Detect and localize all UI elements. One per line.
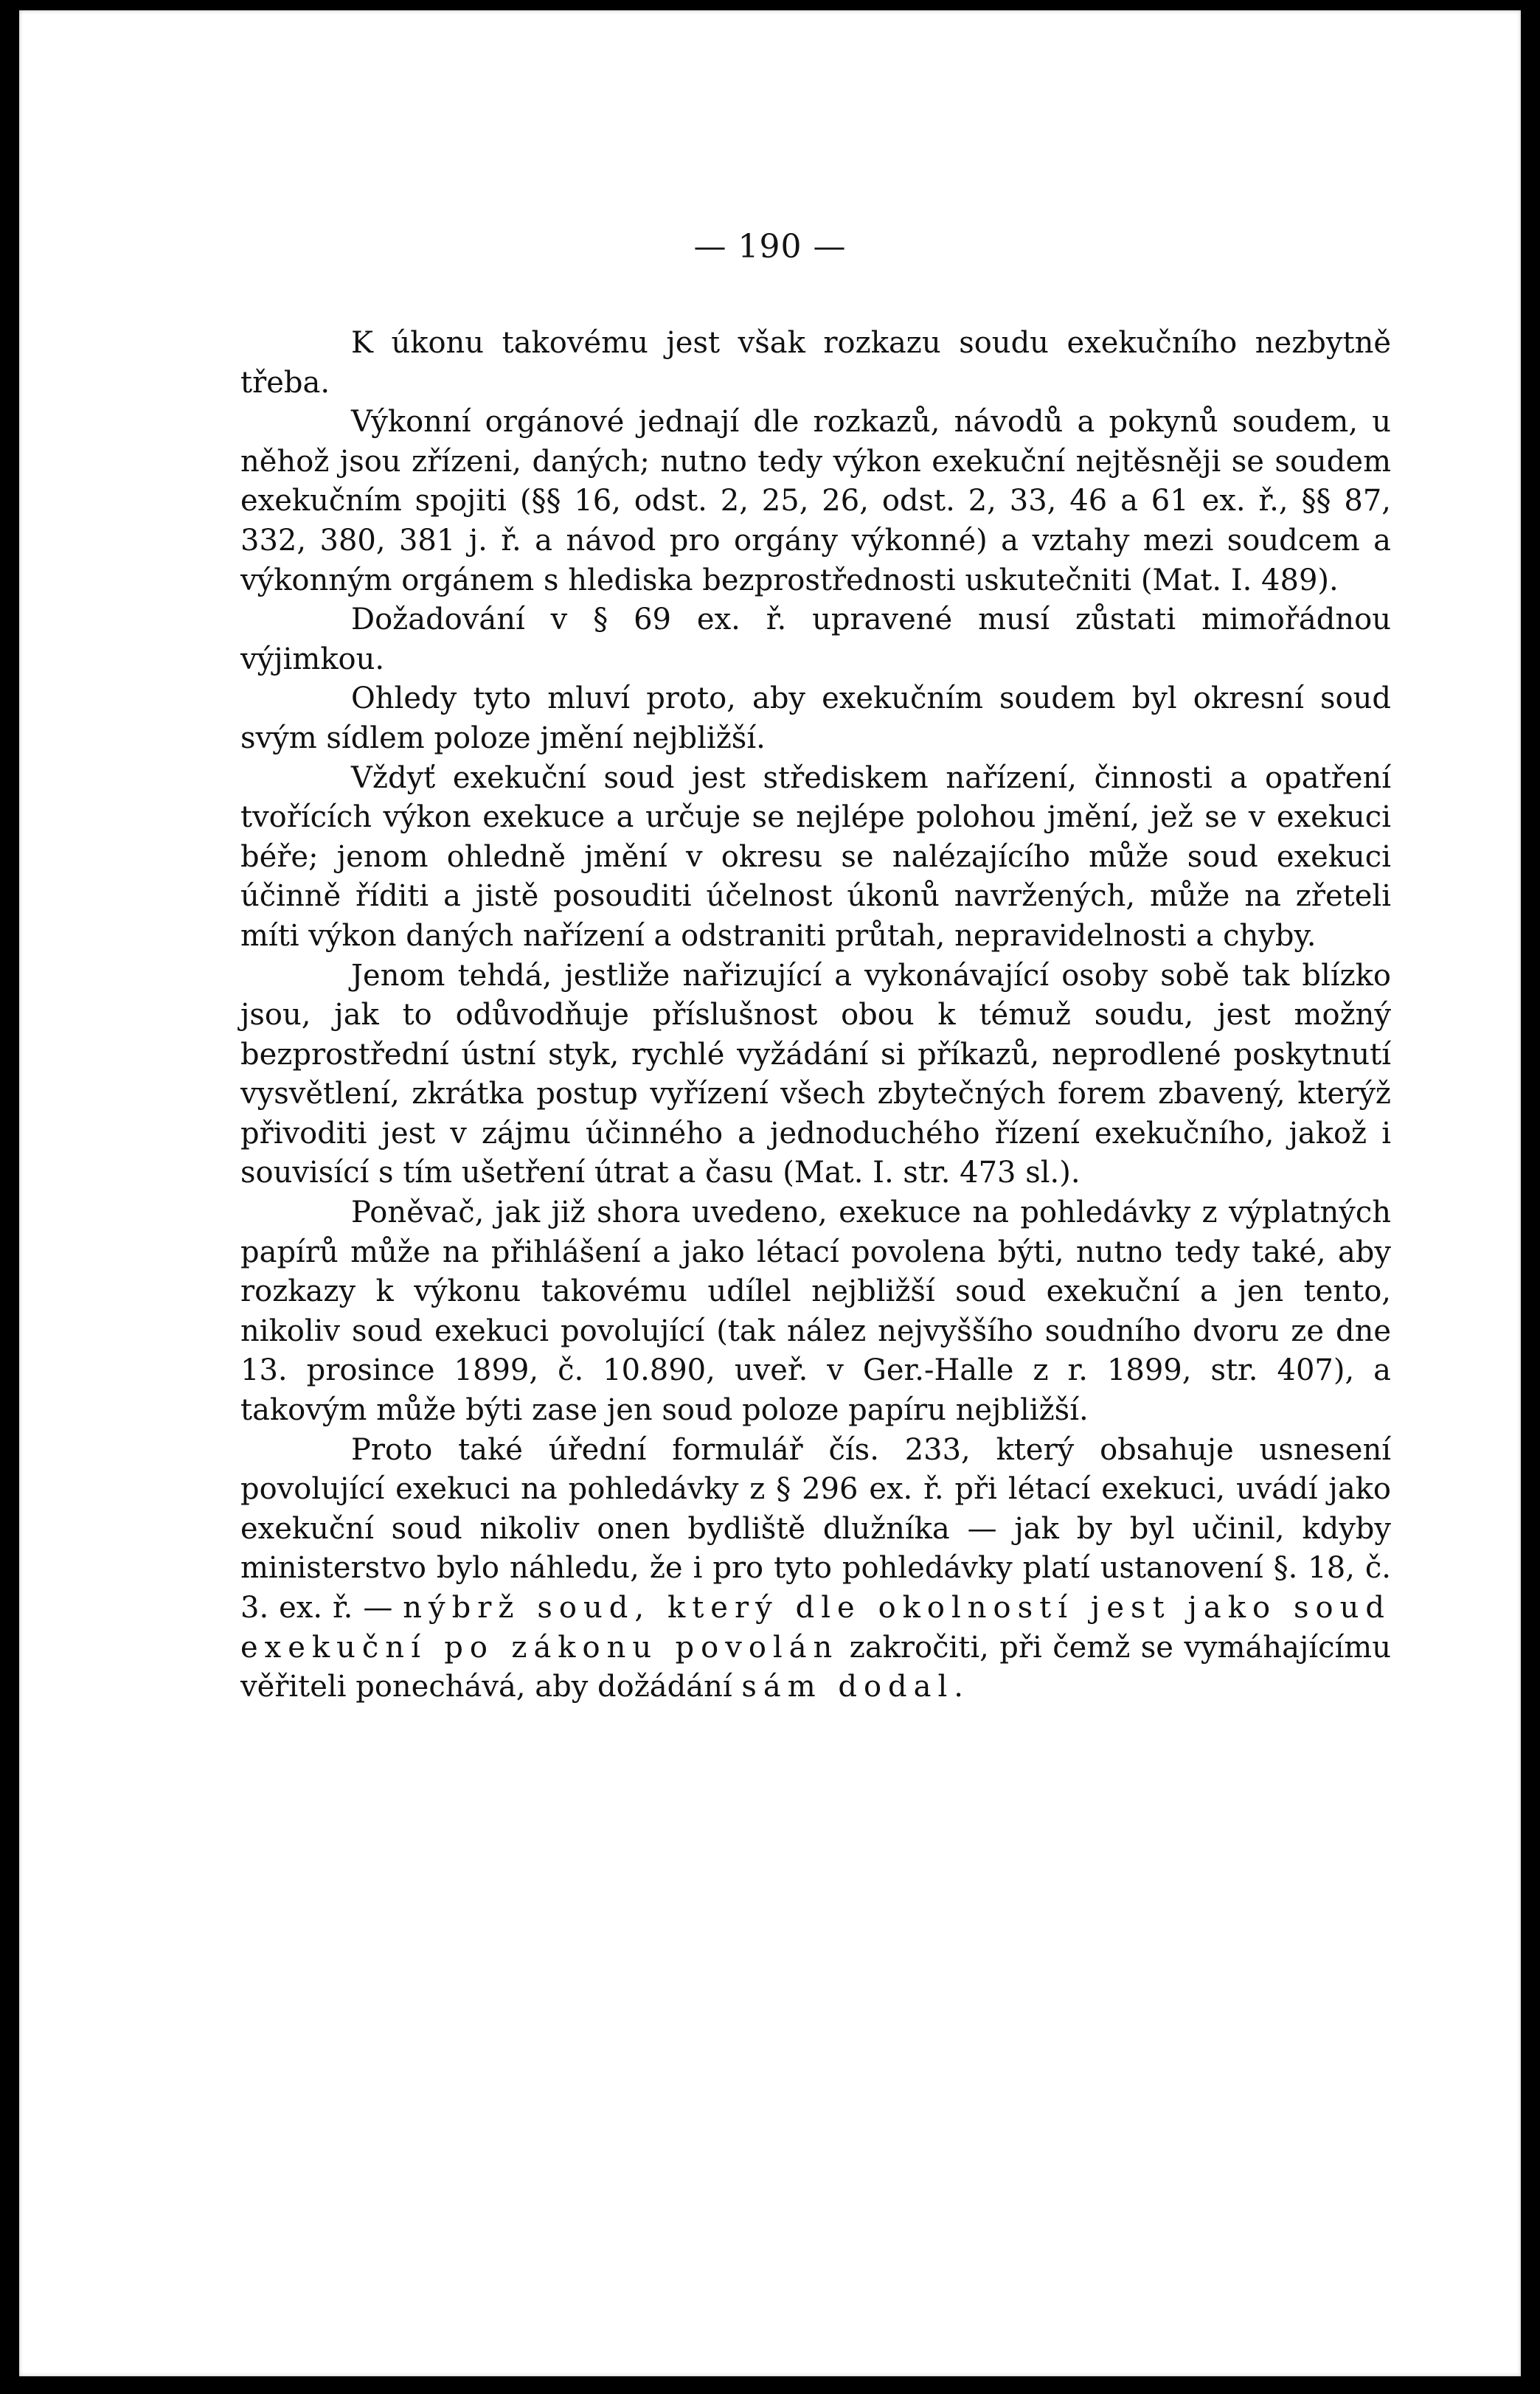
paragraph-8-lead: Proto také úřední formulář čís. 233, který obsahuje usnesení povolující exekuci na pohledávky z § 296 ex. ř. při létací exekuci, uvádí jako exekuční soud nikoliv onen bydliště dlužníka — jak by byl učinil, kdyby ministerstvo bylo náhledu, že i pro tyto pohledávky platí ustanovení §. 18, č. 3. ex. ř. — xyxy=(240,1432,1391,1625)
paragraph-1: K úkonu takovému jest však rozkazu soudu exekučního nezbytně třeba. xyxy=(240,326,1391,400)
paragraph-2: Výkonní orgánové jednají dle rozkazů, návodů a pokynů soudem, u něhož jsou zřízeni, daných; nutno tedy výkon exekuční nejtěsněji se soudem exekučním spojiti (§§ 16, odst. 2, 25, 26, odst. 2, 33, 46 a 61 ex. ř., §§ 87, 332, 380, 381 j. ř. a návod pro orgány výkonné) a vztahy mezi soudcem a výkonným orgánem s hlediska bezprostřednosti uskutečniti (Mat. I. 489). xyxy=(240,405,1391,597)
paragraph-8 xyxy=(240,1431,1391,1707)
paragraph-4: Ohledy tyto mluví proto, aby exekučním soudem byl okresní soud svým sídlem poloze jmění nejbližší. xyxy=(240,681,1391,755)
book-page xyxy=(19,10,1521,2376)
body-text xyxy=(240,324,1391,1707)
paragraph-7: Poněvač, jak již shora uvedeno, exekuce na pohledávky z výplatných papírů může na přihlášení a jako létací povolena býti, nutno tedy také, aby rozkazy k výkonu takovému udílel nejbližší soud exekuční a jen tento, nikoliv soud exekuci povolující (tak nález nejvyššího soudního dvoru ze dne 13. prosince 1899, č. 10.890, uveř. v Ger.-Halle z r. 1899, str. 407), a takovým může býti zase jen soud poloze papíru nejbližší. xyxy=(240,1196,1391,1428)
paragraph-8-spaced-2: sám dodal xyxy=(741,1670,954,1704)
paragraph-8-end: . xyxy=(954,1670,964,1704)
page-number: — 190 — xyxy=(693,228,847,266)
paragraph-8-spaced-1: nýbrž soud, který dle okolností jest jako soud exekuční po zákonu povolán xyxy=(240,1591,1392,1665)
paragraph-5: Vždyť exekuční soud jest střediskem nařízení, činnosti a opatření tvořících výkon exekuce a určuje se nejlépe polohou jmění, jež se v exekuci béře; jenom ohledně jmění v okresu se nalézajícího může soud exekuci účinně říditi a jistě posouditi účelnost úkonů navržených, může na zřeteli míti výkon daných nařízení a odstraniti průtah, nepravidelnosti a chyby. xyxy=(240,760,1391,953)
paragraph-3: Dožadování v § 69 ex. ř. upravené musí zůstati mimořádnou výjimkou. xyxy=(240,603,1391,676)
paragraph-8-middle: zakročiti, při čemž se vymáhajícímu věřiteli ponechává, aby dožádání xyxy=(240,1630,1391,1704)
paragraph-6: Jenom tehdá, jestliže nařizující a vykonávající osoby sobě tak blízko jsou, jak to odůvodňuje příslušnost obou k témuž soudu, jest možný bezprostřední ústní styk, rychlé vyžádání si příkazů, neprodlené poskytnutí vysvětlení, zkrátka postup vyřízení všech zbytečných forem zbavený, kterýž přivoditi jest v zájmu účinného a jednoduchého řízení exekučního, jakož i souvisící s tím ušetření útrat a času (Mat. I. str. 473 sl.). xyxy=(240,958,1391,1190)
